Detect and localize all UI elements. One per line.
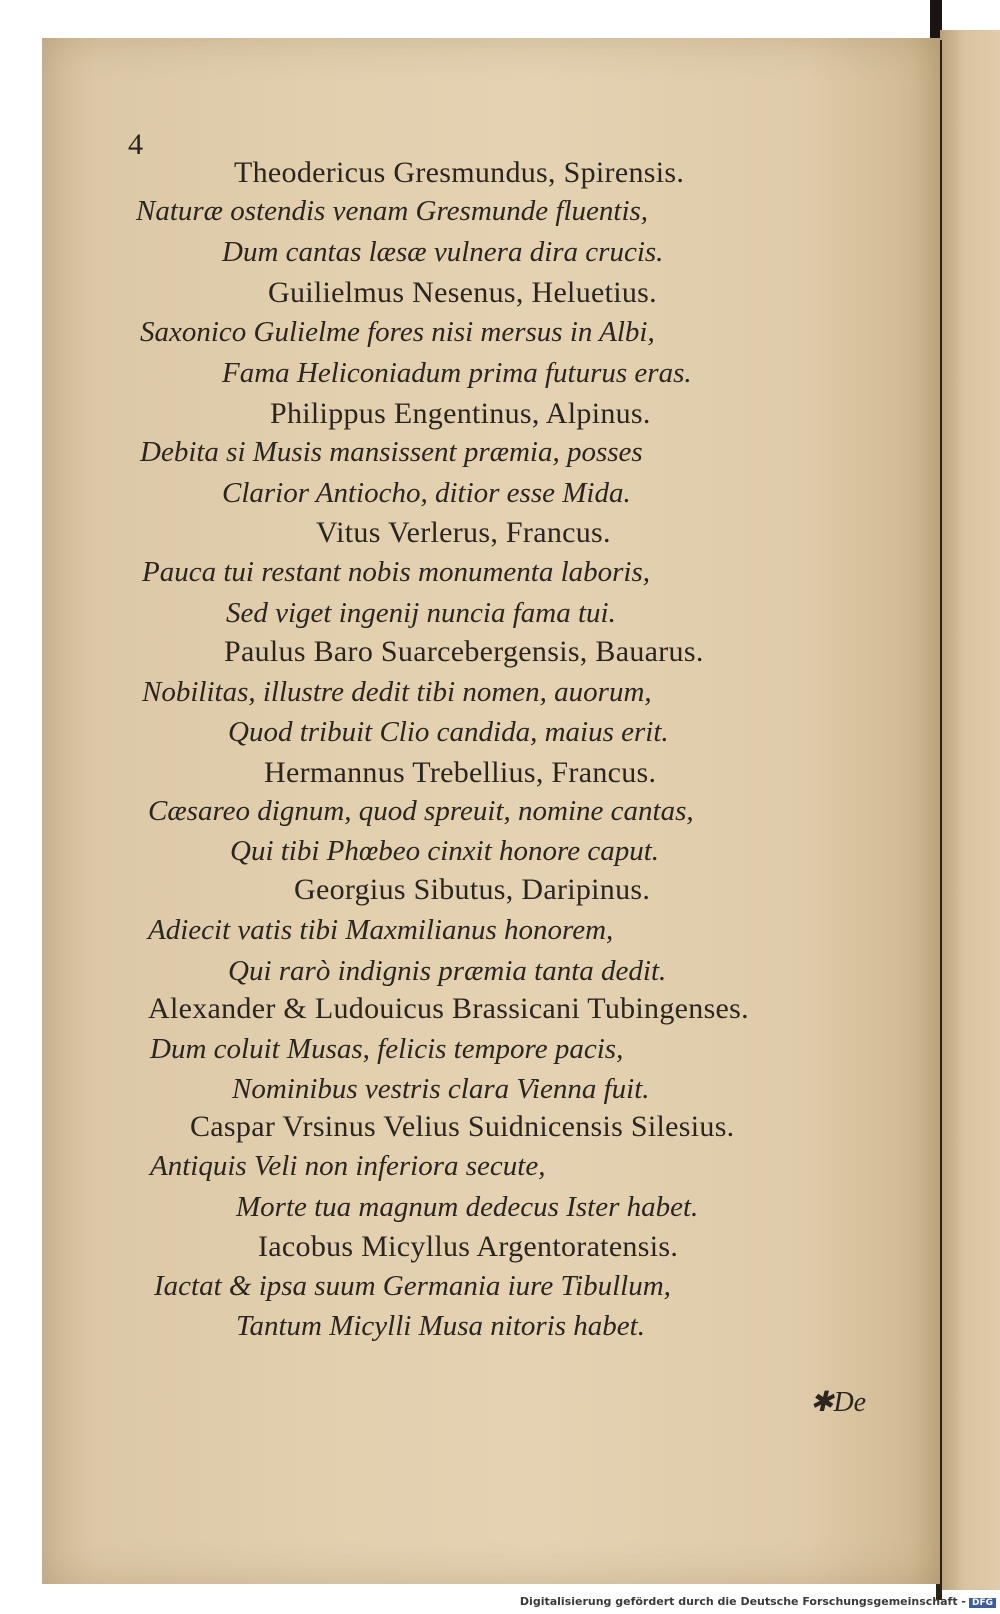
facing-page-edge xyxy=(940,30,1000,1590)
verse-line: Fama Heliconiadum prima futurus eras. xyxy=(222,357,692,389)
verse-line: Antiquis Veli non inferiora secute, xyxy=(150,1150,546,1182)
poet-heading: Guilielmus Nesenus, Heluetius. xyxy=(268,276,657,309)
poet-heading: Theodericus Gresmundus, Spirensis. xyxy=(234,156,685,189)
poet-heading: Paulus Baro Suarcebergensis, Bauarus. xyxy=(224,635,704,668)
verse-line: Adiecit vatis tibi Maxmilianus honorem, xyxy=(148,914,614,946)
poet-heading: Georgius Sibutus, Daripinus. xyxy=(294,873,651,906)
poet-heading: Caspar Vrsinus Velius Suidnicensis Silesius. xyxy=(190,1110,735,1143)
verse-line: Dum coluit Musas, felicis tempore pacis, xyxy=(150,1033,624,1065)
poet-heading: Hermannus Trebellius, Francus. xyxy=(264,756,657,789)
catchword: ✱De xyxy=(810,1387,867,1418)
verse-line: Debita si Musis mansissent præmia, posses xyxy=(140,436,643,468)
verse-line: Saxonico Gulielme fores nisi mersus in Albi, xyxy=(140,316,655,348)
verse-line: Dum cantas læsæ vulnera dira crucis. xyxy=(222,236,664,268)
verse-line: Morte tua magnum dedecus Ister habet. xyxy=(236,1191,699,1223)
verse-line: Quod tribuit Clio candida, maius erit. xyxy=(228,716,669,748)
verse-line: Nominibus vestris clara Vienna fuit. xyxy=(232,1073,650,1105)
verse-line: Tantum Micylli Musa nitoris habet. xyxy=(236,1310,645,1342)
verse-line: Cæsareo dignum, quod spreuit, nomine cantas, xyxy=(148,795,694,827)
verse-line: Pauca tui restant nobis monumenta laboris, xyxy=(142,556,651,588)
verse-line: Iactat & ipsa suum Germania iure Tibullum, xyxy=(154,1270,671,1302)
poet-heading: Iacobus Micyllus Argentoratensis. xyxy=(258,1230,679,1263)
dfg-logo: DFG xyxy=(969,1598,996,1608)
verse-line: Naturæ ostendis venam Gresmunde fluentis, xyxy=(136,195,649,227)
verse-line: Nobilitas, illustre dedit tibi nomen, auorum, xyxy=(142,676,652,708)
verse-line: Qui rarò indignis præmia tanta dedit. xyxy=(228,955,667,987)
verse-line: Qui tibi Phœbeo cinxit honore caput. xyxy=(230,835,660,867)
poet-heading: Alexander & Ludouicus Brassicani Tubingenses. xyxy=(148,992,749,1025)
digitization-credit xyxy=(520,1595,996,1608)
poet-heading: Vitus Verlerus, Francus. xyxy=(316,516,611,549)
page-number: 4 xyxy=(128,128,143,161)
verse-line: Clarior Antiocho, ditior esse Mida. xyxy=(222,477,631,509)
poet-heading: Philippus Engentinus, Alpinus. xyxy=(270,397,651,430)
credit-text: Digitalisierung gefördert durch die Deutsche Forschungsgemeinschaft - xyxy=(519,1595,966,1608)
verse-line: Sed viget ingenij nuncia fama tui. xyxy=(226,597,616,629)
